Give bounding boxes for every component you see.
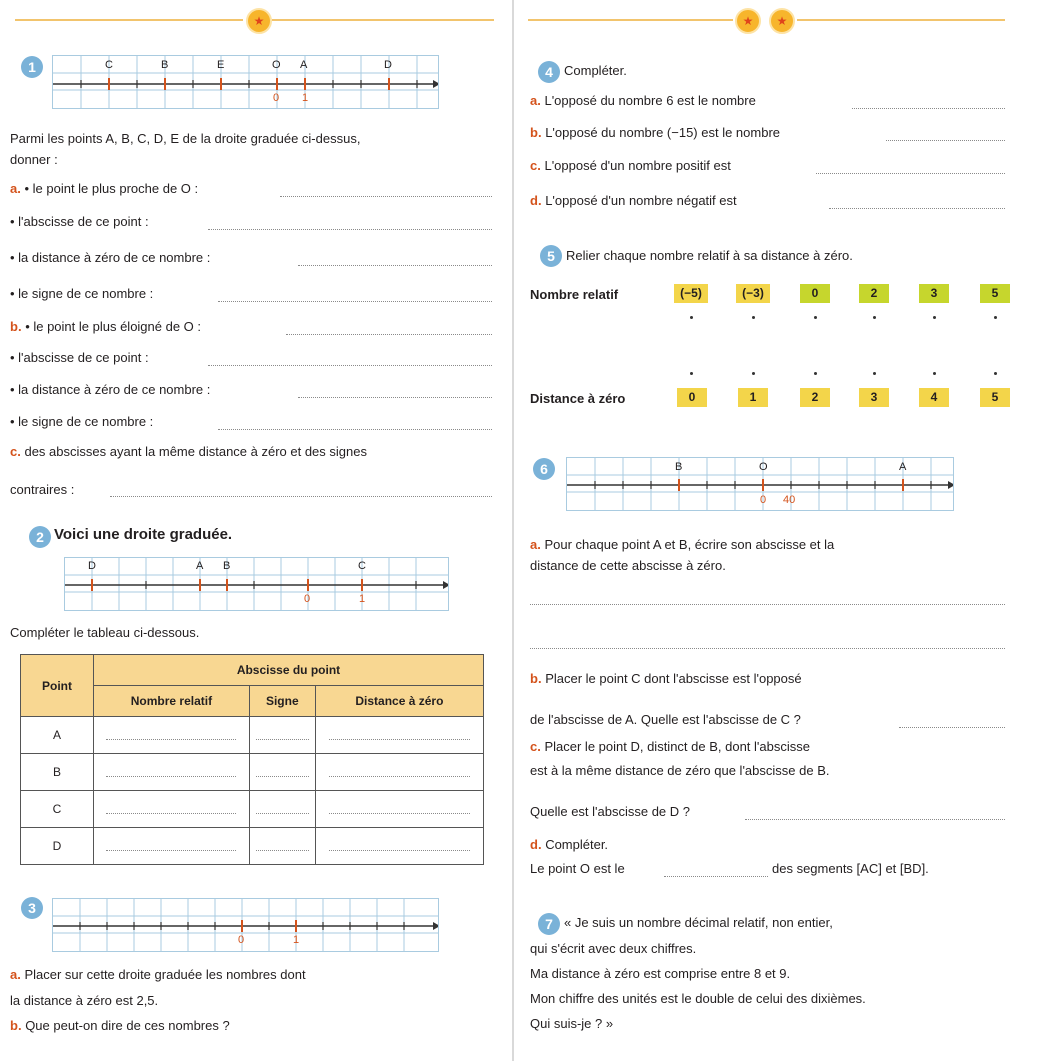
header-rule-right bbox=[528, 19, 733, 21]
table-row bbox=[21, 754, 484, 791]
answer-cell[interactable] bbox=[94, 754, 250, 791]
link-dot[interactable] bbox=[873, 372, 876, 375]
ex6-a-line2: distance de cette abscisse à zéro. bbox=[530, 558, 726, 573]
riddle-line-3: Ma distance à zéro est comprise entre 8 et 9. bbox=[530, 966, 791, 981]
ex1-intro-line2: donner : bbox=[10, 152, 58, 167]
ex6-a-question bbox=[530, 537, 834, 552]
exercise-2-badge: 2 bbox=[29, 526, 51, 548]
ex1-b-item-1: • l'abscisse de ce point : bbox=[10, 350, 149, 365]
relative-number-chip[interactable]: 3 bbox=[919, 284, 949, 303]
col-point-header: Point bbox=[21, 655, 94, 717]
ex3-b-label: b. bbox=[10, 1018, 22, 1033]
row-point: C bbox=[21, 791, 94, 828]
ex3-number-line bbox=[53, 899, 438, 951]
answer-line[interactable] bbox=[886, 140, 1005, 141]
link-dot[interactable] bbox=[752, 372, 755, 375]
answer-line[interactable] bbox=[664, 876, 768, 877]
answer-cell[interactable] bbox=[94, 717, 250, 754]
origin-label: 0 bbox=[304, 593, 311, 605]
ex6-d-label: d. bbox=[530, 837, 542, 852]
star-icon: ★ bbox=[769, 8, 795, 34]
answer-line[interactable] bbox=[829, 208, 1005, 209]
ex6-b-question bbox=[530, 671, 802, 686]
point-e-label: E bbox=[217, 59, 225, 71]
ex4-a-text: L'opposé du nombre 6 est le nombre bbox=[544, 93, 756, 108]
distance-chip[interactable]: 1 bbox=[738, 388, 768, 407]
link-dot[interactable] bbox=[933, 372, 936, 375]
ex1-a-text: • le point le plus proche de O : bbox=[24, 181, 199, 196]
ex6-number-line-grid bbox=[566, 457, 954, 511]
ex1-a-item-1: • l'abscisse de ce point : bbox=[10, 214, 149, 229]
ex1-c-question bbox=[10, 444, 367, 459]
ex5-row1-label: Nombre relatif bbox=[530, 287, 619, 302]
relative-number-chip[interactable]: 0 bbox=[800, 284, 830, 303]
ex3-a-question bbox=[10, 967, 306, 982]
ex1-c-label: c. bbox=[10, 444, 21, 459]
ex1-a-item-2: • la distance à zéro de ce nombre : bbox=[10, 250, 211, 265]
ex6-b-label: b. bbox=[530, 671, 542, 686]
relative-number-chip[interactable]: 2 bbox=[859, 284, 889, 303]
ex4-c-text: L'opposé d'un nombre positif est bbox=[544, 158, 731, 173]
link-dot[interactable] bbox=[873, 316, 876, 319]
answer-line[interactable] bbox=[298, 265, 492, 266]
point-d-label: D bbox=[88, 560, 96, 572]
answer-cell[interactable] bbox=[249, 791, 315, 828]
exercise-1-badge: 1 bbox=[21, 56, 43, 78]
ex1-b-text: • le point le plus éloigné de O : bbox=[25, 319, 202, 334]
ex3-a-line2: la distance à zéro est 2,5. bbox=[10, 993, 159, 1008]
point-b-label: B bbox=[161, 59, 169, 71]
riddle-line-5: Qui suis-je ? » bbox=[530, 1016, 614, 1031]
exercise-7-badge: 7 bbox=[538, 913, 560, 935]
ex6-c-question bbox=[530, 739, 810, 754]
point-b-label: B bbox=[675, 461, 683, 473]
col-signe-header: Signe bbox=[249, 686, 315, 717]
header-rule-right-2 bbox=[797, 19, 1005, 21]
ex3-number-line-grid bbox=[52, 898, 439, 952]
unit-label: 1 bbox=[302, 92, 309, 104]
ex4-b-text: L'opposé du nombre (−15) est le nombre bbox=[545, 125, 781, 140]
column-divider bbox=[512, 0, 514, 1061]
link-dot[interactable] bbox=[814, 316, 817, 319]
ex2-number-line-grid bbox=[64, 557, 449, 611]
answer-cell[interactable] bbox=[315, 828, 483, 865]
ex2-title: Voici une droite graduée. bbox=[54, 526, 233, 543]
point-d-label: D bbox=[384, 59, 392, 71]
ex4-c-label: c. bbox=[530, 158, 541, 173]
abscisse-group-header: Abscisse du point bbox=[94, 655, 484, 686]
ex1-a-question bbox=[10, 181, 198, 196]
answer-line[interactable] bbox=[218, 301, 492, 302]
ex4-d-label: d. bbox=[530, 193, 542, 208]
answer-cell[interactable] bbox=[315, 754, 483, 791]
link-dot[interactable] bbox=[690, 372, 693, 375]
ex4-item-a bbox=[530, 93, 756, 108]
exercise-5-badge: 5 bbox=[540, 245, 562, 267]
ex6-d-text: Compléter. bbox=[545, 837, 609, 852]
distance-chip[interactable]: 0 bbox=[677, 388, 707, 407]
answer-line[interactable] bbox=[745, 819, 1005, 820]
ex6-b-text: Placer le point C dont l'abscisse est l'opposé bbox=[545, 671, 802, 686]
table-row bbox=[21, 717, 484, 754]
ex1-b-question bbox=[10, 319, 201, 334]
point-a-label: A bbox=[300, 59, 308, 71]
link-dot[interactable] bbox=[994, 316, 997, 319]
ex6-a-label: a. bbox=[530, 537, 541, 552]
exercise-6-badge: 6 bbox=[533, 458, 555, 480]
link-dot[interactable] bbox=[752, 316, 755, 319]
answer-cell[interactable] bbox=[315, 717, 483, 754]
ex3-b-question bbox=[10, 1018, 230, 1033]
ex3-a-label: a. bbox=[10, 967, 21, 982]
distance-chip[interactable]: 2 bbox=[800, 388, 830, 407]
ex1-a-label: a. bbox=[10, 181, 21, 196]
answer-line[interactable] bbox=[208, 365, 492, 366]
relative-number-chip[interactable]: 5 bbox=[980, 284, 1010, 303]
ex4-item-c bbox=[530, 158, 731, 173]
origin-label: 0 bbox=[760, 494, 767, 506]
ex1-a-item-3: • le signe de ce nombre : bbox=[10, 286, 154, 301]
ex2-number-line bbox=[65, 558, 448, 610]
ex1-number-line-grid bbox=[52, 55, 439, 109]
ex2-instruction: Compléter le tableau ci-dessous. bbox=[10, 625, 200, 640]
unit-label: 1 bbox=[359, 593, 366, 605]
unit-label: 40 bbox=[783, 494, 796, 506]
ex6-d-question bbox=[530, 837, 608, 852]
answer-cell[interactable] bbox=[94, 828, 250, 865]
exercise-4-badge: 4 bbox=[538, 61, 560, 83]
point-a-label: A bbox=[899, 461, 907, 473]
col-nombre-relatif-header: Nombre relatif bbox=[94, 686, 250, 717]
ex6-c-line2: est à la même distance de zéro que l'abscisse de B. bbox=[530, 763, 830, 778]
row-point: D bbox=[21, 828, 94, 865]
row-point: B bbox=[21, 754, 94, 791]
answer-line[interactable] bbox=[208, 229, 492, 230]
ex1-b-label: b. bbox=[10, 319, 22, 334]
ex3-b-text: Que peut-on dire de ces nombres ? bbox=[25, 1018, 230, 1033]
ex1-c-text: des abscisses ayant la même distance à zéro et des signes bbox=[24, 444, 367, 459]
ex4-a-label: a. bbox=[530, 93, 541, 108]
answer-cell[interactable] bbox=[249, 717, 315, 754]
answer-line[interactable] bbox=[298, 397, 492, 398]
header-rule-left-2 bbox=[272, 19, 494, 21]
ex5-title: Relier chaque nombre relatif à sa distance à zéro. bbox=[566, 248, 853, 263]
answer-line[interactable] bbox=[218, 429, 492, 430]
riddle-line-4: Mon chiffre des unités est le double de celui des dixièmes. bbox=[530, 991, 866, 1006]
ex6-c-line3: Quelle est l'abscisse de D ? bbox=[530, 804, 691, 819]
ex6-d-line2a: Le point O est le bbox=[530, 861, 625, 876]
point-o-label: O bbox=[759, 461, 768, 473]
ex4-b-label: b. bbox=[530, 125, 542, 140]
star-icon: ★ bbox=[246, 8, 272, 34]
point-c-label: C bbox=[358, 560, 366, 572]
distance-chip[interactable]: 4 bbox=[919, 388, 949, 407]
ex6-c-label: c. bbox=[530, 739, 541, 754]
distance-chip[interactable]: 5 bbox=[980, 388, 1010, 407]
ex6-b-line2: de l'abscisse de A. Quelle est l'abscisse de C ? bbox=[530, 712, 801, 727]
ex6-d-line2b: des segments [AC] et [BD]. bbox=[772, 861, 929, 876]
header-rule-left bbox=[15, 19, 243, 21]
ex1-c-line2: contraires : bbox=[10, 482, 75, 497]
answer-line[interactable] bbox=[110, 496, 492, 497]
ex4-d-text: L'opposé d'un nombre négatif est bbox=[545, 193, 737, 208]
ex4-title: Compléter. bbox=[564, 63, 627, 78]
distance-chip[interactable]: 3 bbox=[859, 388, 889, 407]
answer-line[interactable] bbox=[852, 108, 1005, 109]
riddle-line-1: « Je suis un nombre décimal relatif, non entier, bbox=[564, 915, 833, 930]
link-dot[interactable] bbox=[814, 372, 817, 375]
answer-cell[interactable] bbox=[94, 791, 250, 828]
relative-number-chip[interactable]: (−5) bbox=[674, 284, 708, 303]
answer-line[interactable] bbox=[816, 173, 1005, 174]
row-point: A bbox=[21, 717, 94, 754]
riddle-line-2: qui s'écrit avec deux chiffres. bbox=[530, 941, 697, 956]
ex4-item-b bbox=[530, 125, 780, 140]
ex1-intro-line1: Parmi les points A, B, C, D, E de la droite graduée ci-dessus, bbox=[10, 131, 361, 146]
origin-label: 0 bbox=[238, 934, 245, 946]
star-icon: ★ bbox=[735, 8, 761, 34]
ex6-a-text: Pour chaque point A et B, écrire son abscisse et la bbox=[544, 537, 835, 552]
point-b-label: B bbox=[223, 560, 231, 572]
unit-label: 1 bbox=[293, 934, 300, 946]
answer-line[interactable] bbox=[530, 604, 1005, 605]
ex3-a-text: Placer sur cette droite graduée les nombres dont bbox=[24, 967, 306, 982]
table-row bbox=[21, 828, 484, 865]
ex6-c-text: Placer le point D, distinct de B, dont l'abscisse bbox=[544, 739, 810, 754]
answer-line[interactable] bbox=[530, 648, 1005, 649]
ex5-row2-label: Distance à zéro bbox=[530, 391, 626, 406]
answer-cell[interactable] bbox=[315, 791, 483, 828]
exercise-3-badge: 3 bbox=[21, 897, 43, 919]
answer-line[interactable] bbox=[280, 196, 492, 197]
ex1-b-item-2: • la distance à zéro de ce nombre : bbox=[10, 382, 211, 397]
point-a-label: A bbox=[196, 560, 204, 572]
ex2-table bbox=[20, 654, 484, 865]
ex4-item-d bbox=[530, 193, 737, 208]
point-c-label: C bbox=[105, 59, 113, 71]
origin-label: 0 bbox=[273, 92, 280, 104]
answer-cell[interactable] bbox=[249, 828, 315, 865]
ex1-b-item-3: • le signe de ce nombre : bbox=[10, 414, 154, 429]
answer-line[interactable] bbox=[899, 727, 1005, 728]
col-distance-header: Distance à zéro bbox=[315, 686, 483, 717]
link-dot[interactable] bbox=[933, 316, 936, 319]
link-dot[interactable] bbox=[690, 316, 693, 319]
answer-line[interactable] bbox=[286, 334, 492, 335]
link-dot[interactable] bbox=[994, 372, 997, 375]
point-o-label: O bbox=[272, 59, 281, 71]
table-row bbox=[21, 791, 484, 828]
answer-cell[interactable] bbox=[249, 754, 315, 791]
relative-number-chip[interactable]: (−3) bbox=[736, 284, 770, 303]
